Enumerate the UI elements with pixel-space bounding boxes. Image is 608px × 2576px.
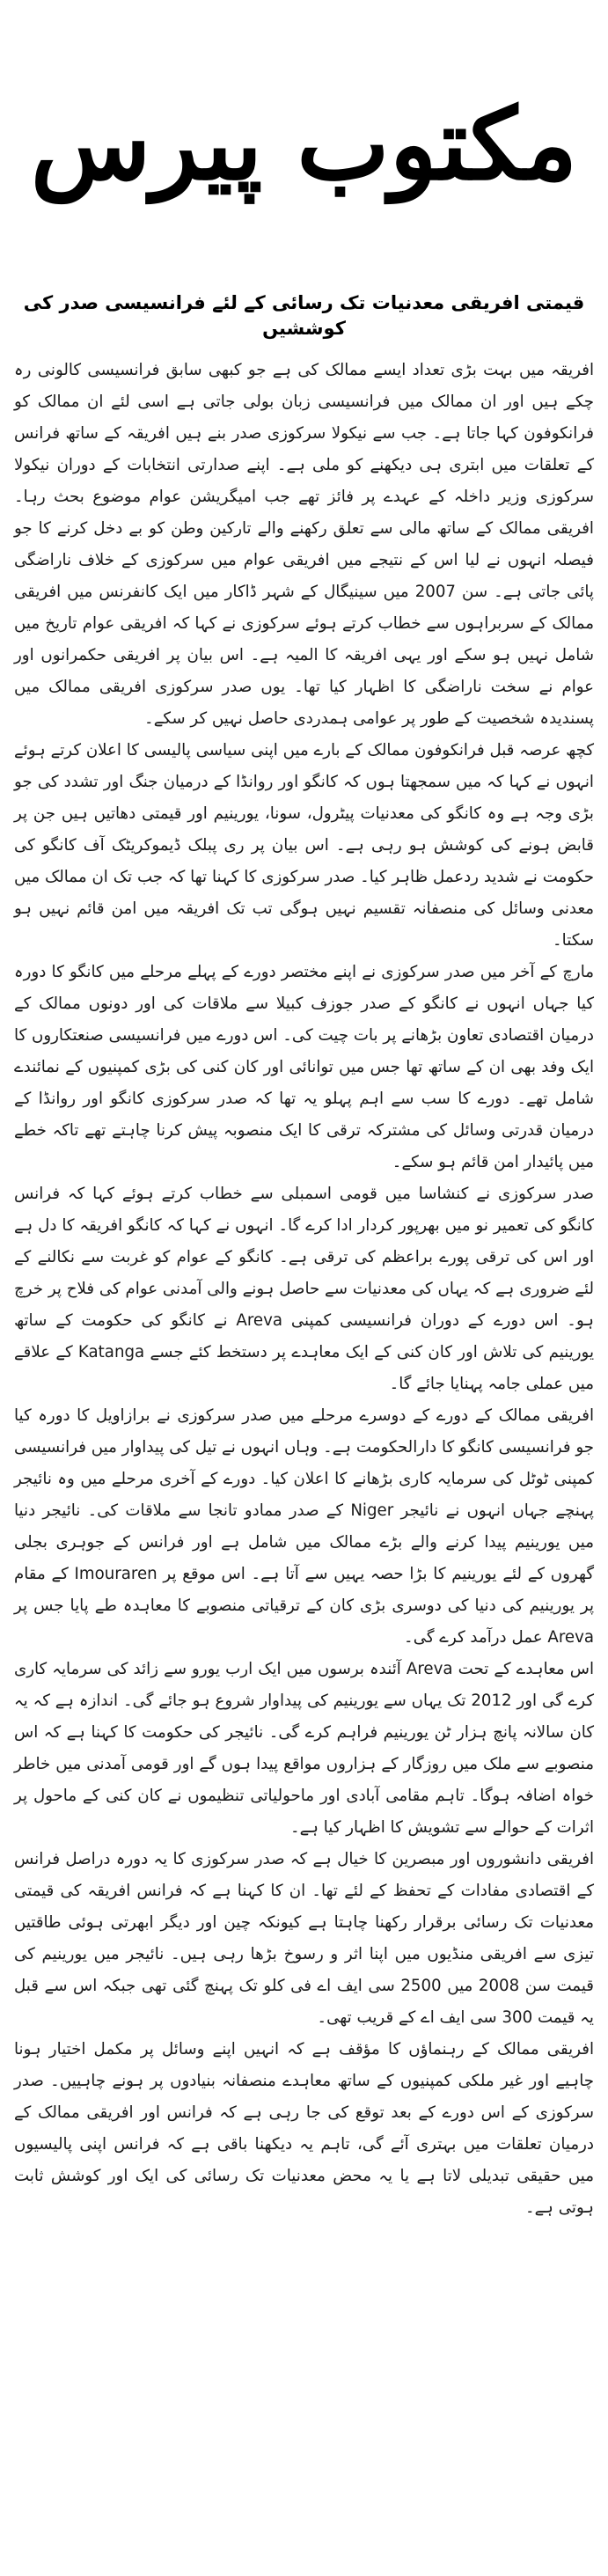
article-paragraph: افریقی ممالک کے دورے کے دوسرے مرحلے میں صدر سرکوزی نے برازاویل کا دورہ کیا جو فرانسیسی کانگو کا دارالحکومت ہے۔ وہاں انہوں نے تیل کی پیداوار میں فرانسیسی کمپنی ٹوٹل کی سرمایہ کاری بڑھانے کا اعلان کیا۔ دورے کے آخری مرحلے میں وہ نائیجر پہنچے جہاں انہوں نے نائیجر Niger کے صدر ممادو تانجا سے ملاقات کی۔ نائیجر دنیا میں یورینیم پیدا کرنے والے بڑے ممالک میں شامل ہے اور فرانس کے جوہری بجلی گھروں کے لئے یورینیم کا بڑا حصہ یہیں سے آتا ہے۔ اس موقع پر Imouraren کے مقام پر یورینیم کی دنیا کی دوسری بڑی کان کے ترقیاتی منصوبے کا معاہدہ طے پایا جس پر Areva عمل درآمد کرے گی۔ — [14, 1405, 595, 1647]
article-subtitle: قیمتی افریقی معدنیات تک رسائی کے لئے فرانسیسی صدر کی کوششیں — [23, 292, 585, 340]
article-body — [14, 355, 594, 2224]
article-paragraph: افریقی ممالک کے رہنماؤں کا مؤقف ہے کہ انہیں اپنے وسائل پر مکمل اختیار ہونا چاہیے اور غیر ملکی کمپنیوں کے ساتھ معاہدے منصفانہ بنیادوں پر ہونے چاہییں۔ صدر سرکوزی کے اس دورے کے بعد توقع کی جا رہی ہے کہ فرانس اور افریقی ممالک کے درمیان تعلقات میں بہتری آئے گی، تاہم یہ دیکھنا باقی ہے کہ فرانس اپنی پالیسیوں میں حقیقی تبدیلی لاتا ہے یا یہ محض معدنیات تک رسائی کی ایک اور کوشش ثابت ہوتی ہے۔ — [14, 2039, 594, 2217]
article-paragraph: کچھ عرصہ قبل فرانکوفون ممالک کے بارے میں اپنی سیاسی پالیسی کا اعلان کرتے ہوئے انہوں نے کہا کہ میں سمجھتا ہوں کہ کانگو اور روانڈا کے درمیان جنگ اور تشدد کی جو بڑی وجہ ہے وہ کانگو کی معدنیات پیٹرول، سونا، یورینیم اور قیمتی دھاتیں ہیں جن پر قابض ہونے کی کوشش ہو رہی ہے۔ اس بیان پر ری پبلک ڈیموکریٹک آف کانگو کی حکومت نے شدید ردعمل ظاہر کیا۔ صدر سرکوزی کا کہنا تھا کہ جب تک ان ممالک میں معدنی وسائل کی منصفانہ تقسیم نہیں ہوگی تب تک افریقہ میں امن قائم نہیں ہو سکتا۔ — [14, 740, 594, 950]
masthead — [0, 0, 608, 290]
article-paragraph: افریقی دانشوروں اور مبصرین کا خیال ہے کہ صدر سرکوزی کا یہ دورہ دراصل فرانس کے اقتصادی مفادات کے تحفظ کے لئے تھا۔ ان کا کہنا ہے کہ فرانس افریقہ کی قیمتی معدنیات تک رسائی برقرار رکھنا چاہتا ہے کیونکہ چین اور دیگر ابھرتی ہوئی طاقتیں تیزی سے افریقی منڈیوں میں اپنا اثر و رسوخ بڑھا رہی ہیں۔ نائیجر میں یورینیم کی قیمت سن 2008 میں 2500 سی ایف اے فی کلو تک پہنچ گئی تھی جبکہ اس سے قبل یہ قیمت 300 سی ایف اے کے قریب تھی۔ — [14, 1849, 595, 2027]
article-paragraph: افریقہ میں بہت بڑی تعداد ایسے ممالک کی ہے جو کبھی سابق فرانسیسی کالونی رہ چکے ہیں اور ان ممالک میں فرانسیسی زبان بولی جاتی ہے اسی لئے ان ممالک کو فرانکوفون کہا جاتا ہے۔ جب سے نیکولا سرکوزی صدر بنے ہیں افریقہ کے ساتھ فرانس کے تعلقات میں ابتری ہی دیکھنے کو ملی ہے۔ اپنے صدارتی انتخابات کے دوران نیکولا سرکوزی وزیر داخلہ کے عہدے پر فائز تھے جب امیگریشن عوام موضوع بحث رہا۔ افریقی ممالک کے ساتھ مالی سے تعلق رکھنے والے تارکین وطن کو بے دخل کرنے کا جو فیصلہ انہوں نے لیا اس کے نتیجے میں افریقی عوام میں سرکوزی کے خلاف ناراضگی پائی جاتی ہے۔ سن 2007 میں سینیگال کے شہر ڈاکار میں ایک کانفرنس میں افریقی ممالک کے سربراہوں سے خطاب کرتے ہوئے سرکوزی نے کہا کہ افریقی عوام تاریخ میں شامل نہیں ہو سکے اور یہی افریقہ کا المیہ ہے۔ اس بیان پر افریقی حکمرانوں اور عوام نے سخت ناراضگی کا اظہار کیا تھا۔ یوں صدر سرکوزی افریقی ممالک میں پسندیدہ شخصیت کے طور پر عوامی ہمدردی حاصل نہیں کر سکے۔ — [14, 360, 594, 728]
article-paragraph: اس معاہدے کے تحت Areva آئندہ برسوں میں ایک ارب یورو سے زائد کی سرمایہ کاری کرے گی اور 2012 تک یہاں سے یورینیم کی پیداوار شروع ہو جائے گی۔ اندازہ ہے کہ یہ کان سالانہ پانچ ہزار ٹن یورینیم فراہم کرے گی۔ نائیجر کی حکومت کا کہنا ہے کہ اس منصوبے سے ملک میں روزگار کے ہزاروں مواقع پیدا ہوں گے اور قومی آمدنی میں خاطر خواہ اضافہ ہوگا۔ تاہم مقامی آبادی اور ماحولیاتی تنظیموں نے کان کنی کے ماحول پر اثرات کے حوالے سے تشویش کا اظہار کیا ہے۔ — [14, 1659, 595, 1837]
article-paragraph: صدر سرکوزی نے کنشاسا میں قومی اسمبلی سے خطاب کرتے ہوئے کہا کہ فرانس کانگو کی تعمیر نو میں بھرپور کردار ادا کرے گا۔ انہوں نے کہا کہ کانگو افریقہ کا دل ہے اور اس کی ترقی پورے براعظم کی ترقی ہے۔ کانگو کے عوام کو غربت سے نکالنے کے لئے ضروری ہے کہ یہاں کی معدنیات سے حاصل ہونے والی آمدنی عوام کی فلاح پر خرچ ہو۔ اس دورے کے دوران فرانسیسی کمپنی Areva نے کانگو کی حکومت کے ساتھ یورینیم کی تلاش اور کان کنی کے ایک معاہدے پر دستخط کئے جسے Katanga کے علاقے میں عملی جامہ پہنایا جائے گا۔ — [14, 1184, 595, 1393]
article-paragraph: مارچ کے آخر میں صدر سرکوزی نے اپنے مختصر دورے کے پہلے مرحلے میں کانگو کا دورہ کیا جہاں انہوں نے کانگو کے صدر جوزف کبیلا سے ملاقات کی اور دونوں ممالک کے درمیان اقتصادی تعاون بڑھانے پر بات چیت کی۔ اس دورے میں فرانسیسی صنعتکاروں کا ایک وفد بھی ان کے ساتھ تھا جس میں توانائی اور کان کنی کی بڑی کمپنیوں کے نمائندے شامل تھے۔ دورے کا سب سے اہم پہلو یہ تھا کہ صدر سرکوزی کانگو اور روانڈا کے درمیان قدرتی وسائل کی مشترکہ ترقی کا ایک منصوبہ پیش کرنا چاہتے تھے تاکہ خطے میں پائیدار امن قائم ہو سکے۔ — [14, 962, 594, 1171]
column-title: مکتوب پیرس — [30, 87, 578, 202]
